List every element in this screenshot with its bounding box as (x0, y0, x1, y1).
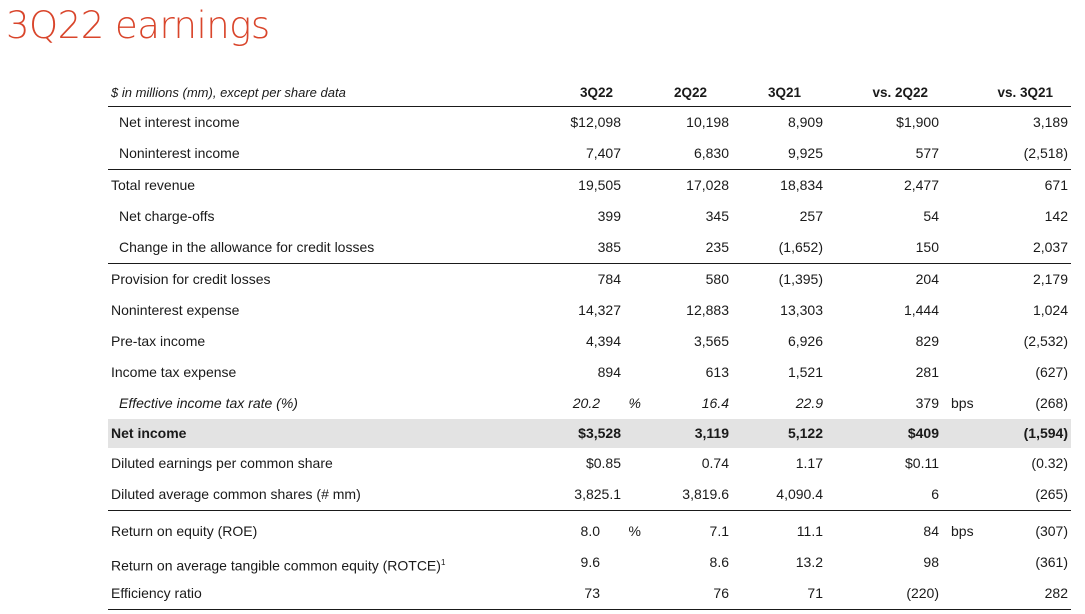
cell-2q22: 235 (705, 239, 729, 255)
cell-vs-3q21: (0.32) (1031, 455, 1068, 471)
cell-2q22: 8.6 (709, 554, 729, 570)
cell-3q21: 22.9 (795, 395, 823, 411)
cell-vs-2q22: 84 (923, 523, 939, 539)
row-label: Return on equity (ROE) (111, 523, 258, 539)
row-label: Income tax expense (111, 364, 237, 380)
cell-vs-3q21: (268) (1035, 395, 1068, 411)
row-label: Noninterest expense (111, 302, 240, 318)
row-label: Efficiency ratio (111, 585, 202, 601)
cell-vs-3q21: (627) (1035, 364, 1068, 380)
cell-3q21: 257 (799, 208, 823, 224)
cell-vs-2q22: 1,444 (903, 302, 939, 318)
cell-vs-2q22: 6 (931, 486, 939, 502)
cell-3q21: 1,521 (787, 364, 823, 380)
cell-vs-2q22: 2,477 (903, 177, 939, 193)
cell-vs-3q21: (307) (1035, 523, 1068, 539)
cell-vs-3q21: 671 (1044, 177, 1068, 193)
cell-2q22: 76 (713, 585, 729, 601)
cell-2q22: 6,830 (693, 145, 729, 161)
row-label-text: Return on average tangible common equity (ROTCE) (111, 557, 441, 574)
cell-vs-3q21: 2,179 (1032, 271, 1068, 287)
cell-3q21: 9,925 (787, 145, 823, 161)
row-label: Diluted average common shares (# mm) (111, 486, 361, 502)
cell-2q22: 12,883 (686, 302, 729, 318)
cell-vs-2q22: $409 (907, 425, 939, 441)
row-label: Net charge-offs (119, 208, 215, 224)
cell-vs-2q22: 150 (915, 239, 939, 255)
footnote-marker: 1 (440, 558, 446, 567)
cell-vs-2q22: 379 (915, 395, 939, 411)
row-label: Effective income tax rate (%) (119, 395, 298, 411)
cell-2q22: 7.1 (709, 523, 729, 539)
row-label: Provision for credit losses (111, 271, 271, 287)
units-label: $ in millions (mm), except per share data (111, 85, 346, 100)
bps-unit: bps (951, 395, 974, 411)
cell-vs-2q22: (220) (906, 585, 939, 601)
cell-3q21: 71 (807, 585, 823, 601)
row-label: Change in the allowance for credit losses (119, 239, 375, 255)
cell-3q21: 4,090.4 (776, 486, 823, 502)
cell-3q21: 11.1 (796, 523, 823, 539)
table-row (108, 138, 1071, 170)
table-row (108, 578, 1071, 610)
cell-vs-3q21: (2,518) (1023, 145, 1068, 161)
cell-3q21: 18,834 (780, 177, 823, 193)
cell-vs-2q22: 577 (915, 145, 939, 161)
cell-2q22: 3,819.6 (682, 486, 729, 502)
cell-3q22: 4,394 (585, 333, 621, 349)
table-row (108, 479, 1071, 511)
cell-3q22: 20.2 (572, 395, 600, 411)
cell-3q21: 6,926 (787, 333, 823, 349)
row-label: Diluted earnings per common share (111, 455, 333, 471)
cell-3q21: (1,652) (778, 239, 823, 255)
earnings-table (108, 80, 1071, 610)
cell-3q22: 73 (584, 585, 600, 601)
cell-3q21: (1,395) (778, 271, 823, 287)
cell-vs-3q21: (1,594) (1023, 425, 1068, 441)
cell-vs-3q21: 142 (1044, 208, 1068, 224)
cell-vs-2q22: 204 (915, 271, 939, 287)
table-row (108, 357, 1071, 388)
cell-3q22: 399 (597, 208, 621, 224)
table-row (108, 326, 1071, 357)
table-row (108, 170, 1071, 201)
cell-vs-3q21: (361) (1035, 554, 1068, 570)
percent-unit: % (628, 523, 641, 539)
cell-3q21: 13.2 (795, 554, 823, 570)
table-row (108, 516, 1071, 547)
cell-3q21: 8,909 (787, 114, 823, 130)
table-row (108, 547, 1071, 578)
cell-vs-2q22: $0.11 (905, 455, 939, 471)
table-row (108, 201, 1071, 232)
table-row (108, 107, 1071, 138)
col-header-2q22: 2Q22 (673, 85, 707, 100)
col-header-3q21: 3Q21 (767, 85, 801, 100)
row-label: Noninterest income (119, 145, 240, 161)
table-row (108, 448, 1071, 479)
cell-2q22: 10,198 (686, 114, 729, 130)
col-header-vs-3q21: vs. 3Q21 (997, 85, 1053, 100)
table-row (108, 295, 1071, 326)
cell-vs-2q22: 54 (923, 208, 939, 224)
cell-3q21: 5,122 (787, 425, 823, 441)
col-header-vs-2q22: vs. 2Q22 (872, 85, 928, 100)
table-header (108, 80, 1071, 107)
row-label: Total revenue (111, 177, 196, 193)
cell-3q22: 3,825.1 (574, 486, 621, 502)
cell-3q22: $0.85 (585, 455, 621, 471)
cell-2q22: 17,028 (686, 177, 729, 193)
cell-vs-2q22: 281 (915, 364, 939, 380)
cell-3q22: 385 (597, 239, 621, 255)
cell-3q22: 784 (597, 271, 621, 287)
bps-unit: bps (951, 523, 974, 539)
percent-unit: % (628, 395, 641, 411)
cell-2q22: 580 (705, 271, 729, 287)
table-row (108, 264, 1071, 295)
cell-2q22: 16.4 (701, 395, 729, 411)
table-row (108, 388, 1071, 419)
row-label: Net interest income (119, 114, 240, 130)
cell-vs-3q21: 282 (1044, 585, 1068, 601)
cell-2q22: 3,119 (694, 425, 729, 441)
cell-vs-3q21: (265) (1035, 486, 1068, 502)
cell-vs-2q22: $1,900 (896, 114, 939, 130)
cell-3q22: 14,327 (578, 302, 621, 318)
table-row-highlight (108, 419, 1071, 448)
row-label: Pre-tax income (111, 333, 206, 349)
cell-3q21: 13,303 (780, 302, 823, 318)
cell-2q22: 613 (705, 364, 729, 380)
cell-3q22: 7,407 (585, 145, 621, 161)
cell-2q22: 3,565 (693, 333, 729, 349)
cell-vs-2q22: 829 (915, 333, 939, 349)
cell-vs-3q21: 1,024 (1032, 302, 1068, 318)
cell-3q22: 8.0 (580, 523, 600, 539)
row-label: Net income (111, 425, 187, 441)
cell-vs-3q21: 2,037 (1032, 239, 1068, 255)
cell-2q22: 345 (705, 208, 729, 224)
table-row (108, 232, 1071, 264)
cell-3q22: 9.6 (580, 554, 600, 570)
cell-2q22: 0.74 (701, 455, 729, 471)
cell-3q21: 1.17 (795, 455, 823, 471)
cell-3q22: $3,528 (578, 425, 621, 441)
row-label (111, 547, 445, 582)
cell-vs-2q22: 98 (923, 554, 939, 570)
cell-3q22: $12,098 (570, 114, 621, 130)
cell-vs-3q21: 3,189 (1032, 114, 1068, 130)
page-title: 3Q22 earnings (6, 4, 270, 47)
cell-3q22: 894 (597, 364, 621, 380)
cell-vs-3q21: (2,532) (1023, 333, 1068, 349)
col-header-3q22: 3Q22 (579, 85, 613, 100)
cell-3q22: 19,505 (578, 177, 621, 193)
